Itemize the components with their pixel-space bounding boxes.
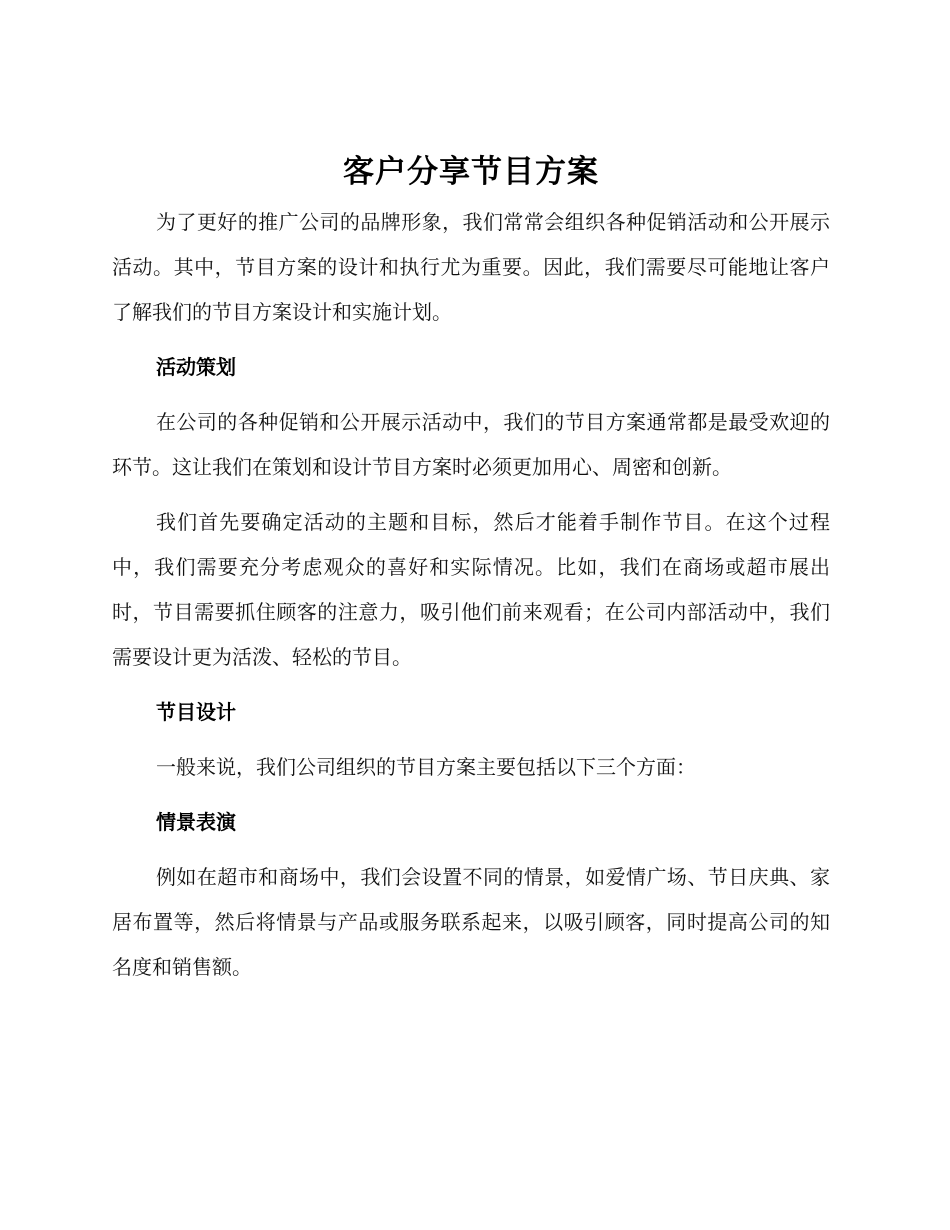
planning-paragraph-2: 我们首先要确定活动的主题和目标，然后才能着手制作节目。在这个过程中，我们需要充分考虑观众的喜好和实际情况。比如，我们在商场或超市展出时，节目需要抓住顾客的注意力，吸引他们前来观看；在公司内部活动中，我们需要设计更为活泼、轻松的节目。 xyxy=(112,510,830,669)
document-title: 客户分享节目方案 xyxy=(343,154,599,190)
document-body xyxy=(112,148,830,1000)
design-paragraph-1: 一般来说，我们公司组织的节目方案主要包括以下三个方面： xyxy=(156,755,696,779)
section-heading-scene: 情景表演 xyxy=(156,810,236,834)
section-heading-planning: 活动策划 xyxy=(156,355,236,379)
scene-paragraph-1: 例如在超市和商场中，我们会设置不同的情景，如爱情广场、节日庆典、家居布置等，然后将情景与产品或服务联系起来，以吸引顾客，同时提高公司的知名度和销售额。 xyxy=(112,865,830,979)
planning-paragraph-1: 在公司的各种促销和公开展示活动中，我们的节目方案通常都是最受欢迎的环节。这让我们在策划和设计节目方案时必须更加用心、周密和创新。 xyxy=(112,410,830,479)
intro-paragraph: 为了更好的推广公司的品牌形象，我们常常会组织各种促销活动和公开展示活动。其中，节目方案的设计和执行尤为重要。因此，我们需要尽可能地让客户了解我们的节目方案设计和实施计划。 xyxy=(112,210,830,324)
section-heading-design: 节目设计 xyxy=(156,700,236,724)
